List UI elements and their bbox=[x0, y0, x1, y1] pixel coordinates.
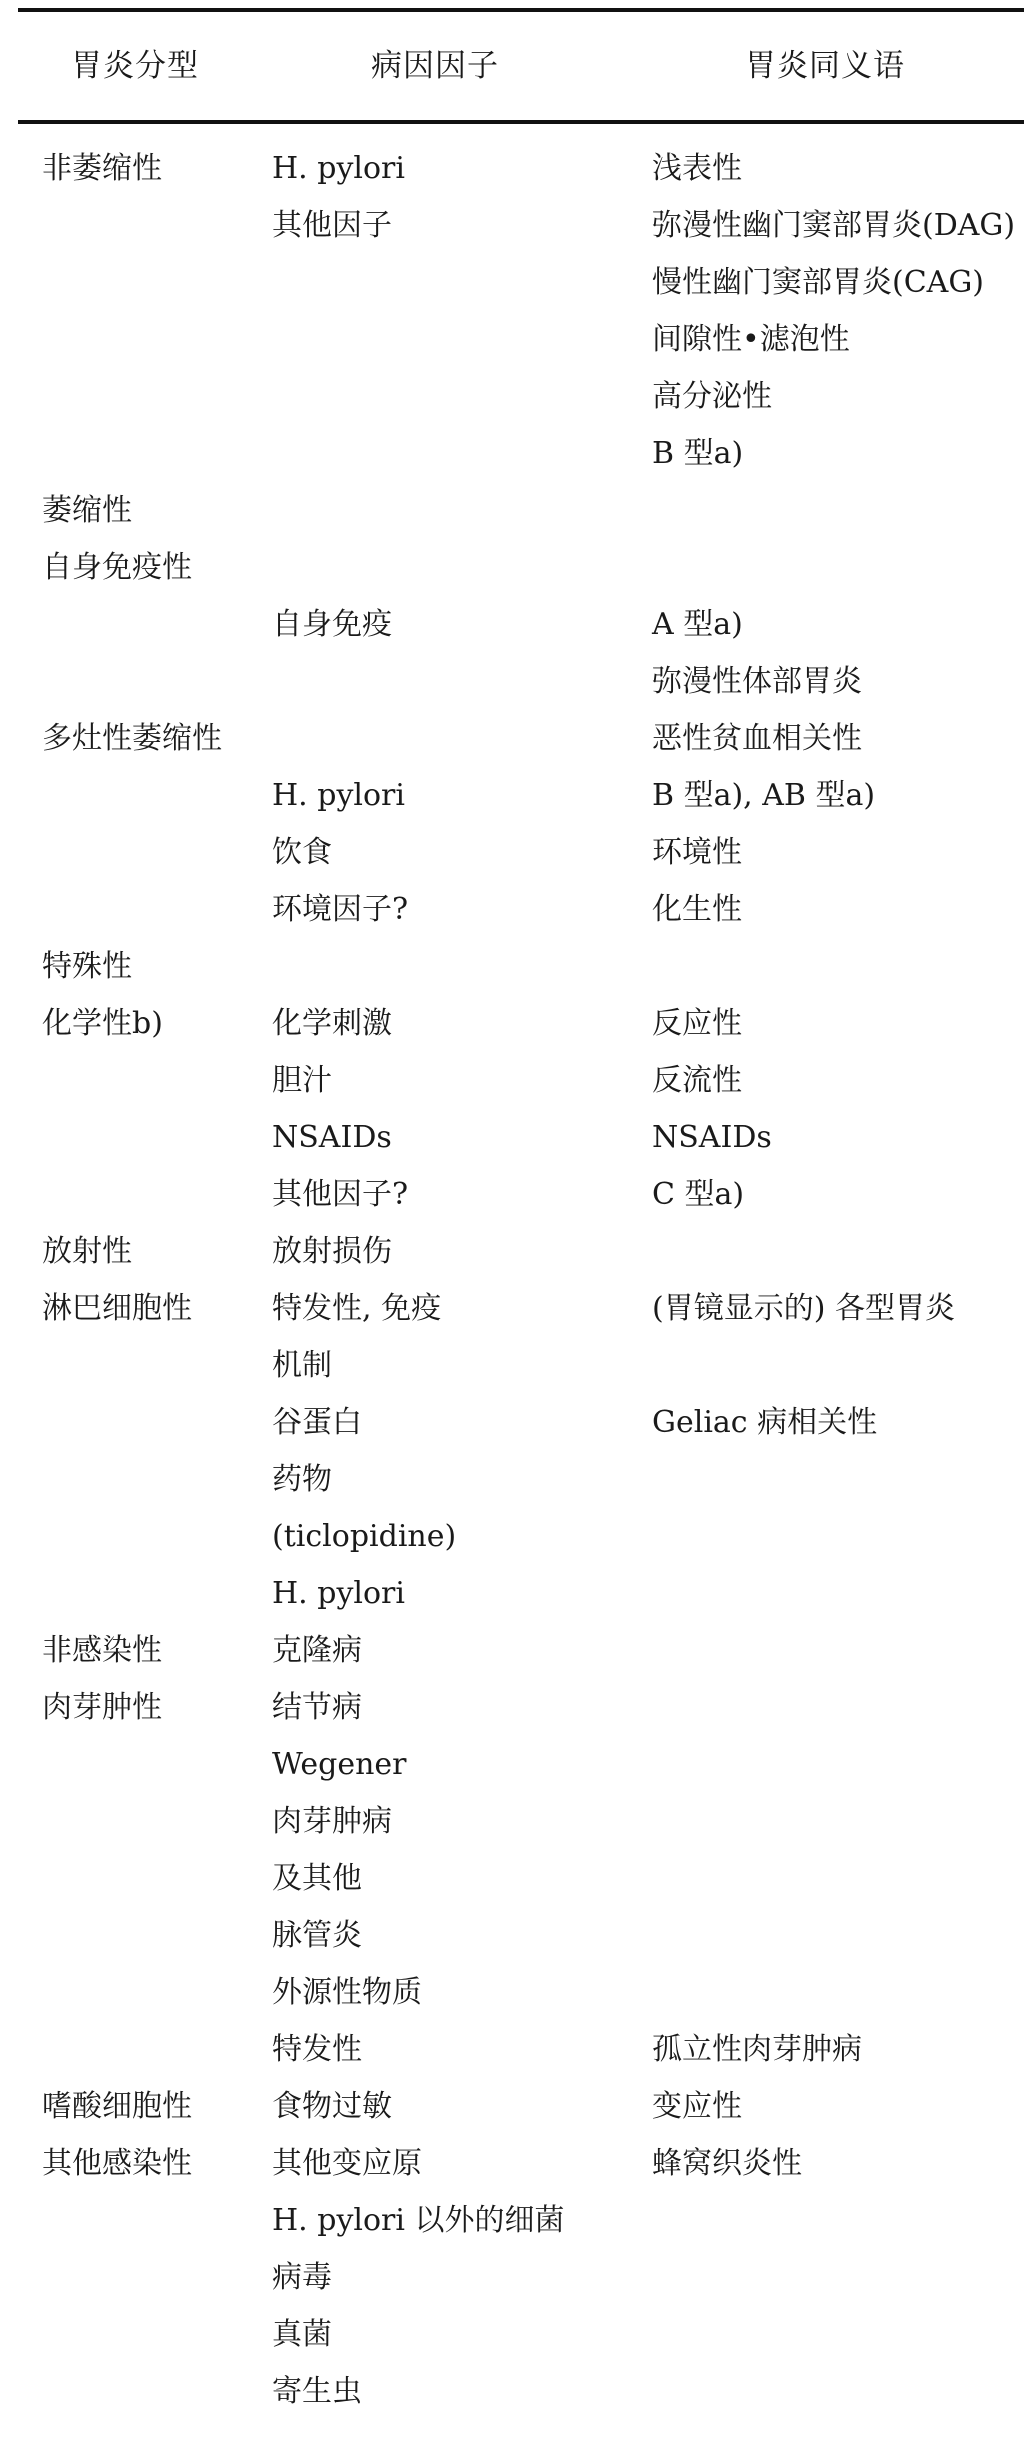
table-row bbox=[0, 314, 1024, 371]
table-row bbox=[0, 2138, 1024, 2195]
cell-etiologic-factor: 脉管炎 bbox=[272, 1918, 362, 1953]
cell-gastritis-type: 萎缩性 bbox=[42, 493, 132, 528]
cell-gastritis-type: 多灶性萎缩性 bbox=[42, 721, 222, 756]
table-row bbox=[0, 941, 1024, 998]
cell-etiologic-factor: 外源性物质 bbox=[272, 1975, 422, 2010]
cell-gastritis-type: 其他感染性 bbox=[42, 2146, 192, 2181]
table-row bbox=[0, 428, 1024, 485]
table-row bbox=[0, 2366, 1024, 2423]
cell-etiologic-factor: 克隆病 bbox=[272, 1633, 362, 1668]
cell-etiologic-factor: 肉芽肿病 bbox=[272, 1804, 392, 1839]
cell-gastritis-type: 特殊性 bbox=[42, 949, 132, 984]
table-row bbox=[0, 1682, 1024, 1739]
table-row bbox=[0, 2024, 1024, 2081]
table-row bbox=[0, 1112, 1024, 1169]
cell-etiologic-factor: 结节病 bbox=[272, 1690, 362, 1725]
table-row bbox=[0, 1397, 1024, 1454]
table-row bbox=[0, 713, 1024, 770]
table-header-row bbox=[0, 12, 1024, 120]
table-row bbox=[0, 1055, 1024, 1112]
cell-synonym: 高分泌性 bbox=[652, 379, 772, 414]
table-row bbox=[0, 2195, 1024, 2252]
table-row bbox=[0, 770, 1024, 827]
table-row bbox=[0, 1967, 1024, 2024]
cell-etiologic-factor: 谷蛋白 bbox=[272, 1405, 362, 1440]
table-row bbox=[0, 1853, 1024, 1910]
table-row bbox=[0, 1169, 1024, 1226]
cell-synonym: 恶性贫血相关性 bbox=[652, 721, 862, 756]
cell-synonym: B 型a) bbox=[652, 436, 744, 471]
cell-etiologic-factor: 及其他 bbox=[272, 1861, 362, 1896]
cell-synonym: 反流性 bbox=[652, 1063, 742, 1098]
cell-synonym: A 型a) bbox=[652, 607, 743, 642]
cell-etiologic-factor: 自身免疫 bbox=[272, 607, 392, 642]
cell-synonym: NSAIDs bbox=[652, 1120, 772, 1155]
cell-etiologic-factor: NSAIDs bbox=[272, 1120, 392, 1155]
table-row bbox=[0, 1511, 1024, 1568]
cell-synonym: 弥漫性体部胃炎 bbox=[652, 664, 862, 699]
table-row bbox=[0, 542, 1024, 599]
table-row bbox=[0, 998, 1024, 1055]
cell-etiologic-factor: 病毒 bbox=[272, 2260, 332, 2295]
cell-synonym: 慢性幽门窦部胃炎(CAG) bbox=[652, 265, 984, 300]
cell-gastritis-type: 非感染性 bbox=[42, 1633, 162, 1668]
table-row bbox=[0, 1910, 1024, 1967]
table-row bbox=[0, 2252, 1024, 2309]
cell-etiologic-factor: 放射损伤 bbox=[272, 1234, 392, 1269]
table-row bbox=[0, 1454, 1024, 1511]
cell-etiologic-factor: H. pylori bbox=[272, 151, 405, 186]
cell-gastritis-type: 放射性 bbox=[42, 1234, 132, 1269]
cell-etiologic-factor: Wegener bbox=[272, 1747, 407, 1782]
table-row bbox=[0, 827, 1024, 884]
cell-synonym: 环境性 bbox=[652, 835, 742, 870]
cell-etiologic-factor: 真菌 bbox=[272, 2317, 332, 2352]
table-row bbox=[0, 1625, 1024, 1682]
table-row bbox=[0, 656, 1024, 713]
cell-synonym: Geliac 病相关性 bbox=[652, 1405, 878, 1440]
cell-etiologic-factor: 特发性, 免疫 bbox=[272, 1291, 442, 1326]
cell-etiologic-factor: 化学刺激 bbox=[272, 1006, 392, 1041]
cell-etiologic-factor: 环境因子? bbox=[272, 892, 409, 927]
cell-etiologic-factor: 胆汁 bbox=[272, 1063, 332, 1098]
table-row bbox=[0, 371, 1024, 428]
cell-synonym: 蜂窝织炎性 bbox=[652, 2146, 802, 2181]
cell-synonym: 弥漫性幽门窦部胃炎(DAG) bbox=[652, 208, 1016, 243]
cell-synonym: C 型a) bbox=[652, 1177, 745, 1212]
cell-gastritis-type: 非萎缩性 bbox=[42, 151, 162, 186]
table-row bbox=[0, 1226, 1024, 1283]
cell-etiologic-factor: 食物过敏 bbox=[272, 2089, 392, 2124]
table-row bbox=[0, 2309, 1024, 2366]
cell-synonym: B 型a), AB 型a) bbox=[652, 778, 876, 813]
table-row bbox=[0, 1340, 1024, 1397]
cell-synonym: 化生性 bbox=[652, 892, 742, 927]
table-row bbox=[0, 1283, 1024, 1340]
cell-gastritis-type: 嗜酸细胞性 bbox=[42, 2089, 192, 2124]
table-row bbox=[0, 485, 1024, 542]
cell-etiologic-factor: 其他变应原 bbox=[272, 2146, 422, 2181]
table-row bbox=[0, 884, 1024, 941]
cell-gastritis-type: 化学性b) bbox=[42, 1006, 163, 1041]
table-row bbox=[0, 1796, 1024, 1853]
cell-synonym: 变应性 bbox=[652, 2089, 742, 2124]
header-gastritis-synonym: 胃炎同义语 bbox=[745, 48, 905, 84]
cell-etiologic-factor: 其他因子? bbox=[272, 1177, 409, 1212]
table-row bbox=[0, 257, 1024, 314]
table-row bbox=[0, 143, 1024, 200]
cell-synonym: (胃镜显示的) 各型胃炎 bbox=[652, 1291, 955, 1326]
cell-gastritis-type: 肉芽肿性 bbox=[42, 1690, 162, 1725]
table-row bbox=[0, 1568, 1024, 1625]
table-row bbox=[0, 200, 1024, 257]
cell-etiologic-factor: 寄生虫 bbox=[272, 2374, 362, 2409]
cell-gastritis-type: 自身免疫性 bbox=[42, 550, 192, 585]
cell-etiologic-factor: 特发性 bbox=[272, 2032, 362, 2067]
cell-synonym: 反应性 bbox=[652, 1006, 742, 1041]
cell-etiologic-factor: (ticlopidine) bbox=[272, 1519, 457, 1554]
cell-gastritis-type: 淋巴细胞性 bbox=[42, 1291, 192, 1326]
table-row bbox=[0, 599, 1024, 656]
cell-synonym: 浅表性 bbox=[652, 151, 742, 186]
header-gastritis-type: 胃炎分型 bbox=[71, 48, 199, 84]
cell-etiologic-factor: 其他因子 bbox=[272, 208, 392, 243]
cell-etiologic-factor: H. pylori bbox=[272, 778, 405, 813]
table-header-rule bbox=[18, 120, 1024, 124]
cell-synonym: 孤立性肉芽肿病 bbox=[652, 2032, 862, 2067]
table-body bbox=[0, 143, 1024, 2423]
cell-etiologic-factor: 机制 bbox=[272, 1348, 332, 1383]
cell-etiologic-factor: 饮食 bbox=[272, 835, 332, 870]
cell-etiologic-factor: H. pylori 以外的细菌 bbox=[272, 2203, 565, 2238]
table-row bbox=[0, 2081, 1024, 2138]
cell-etiologic-factor: 药物 bbox=[272, 1462, 332, 1497]
header-etiologic-factor: 病因因子 bbox=[371, 48, 499, 84]
cell-etiologic-factor: H. pylori bbox=[272, 1576, 405, 1611]
cell-synonym: 间隙性•滤泡性 bbox=[652, 322, 850, 357]
table-row bbox=[0, 1739, 1024, 1796]
